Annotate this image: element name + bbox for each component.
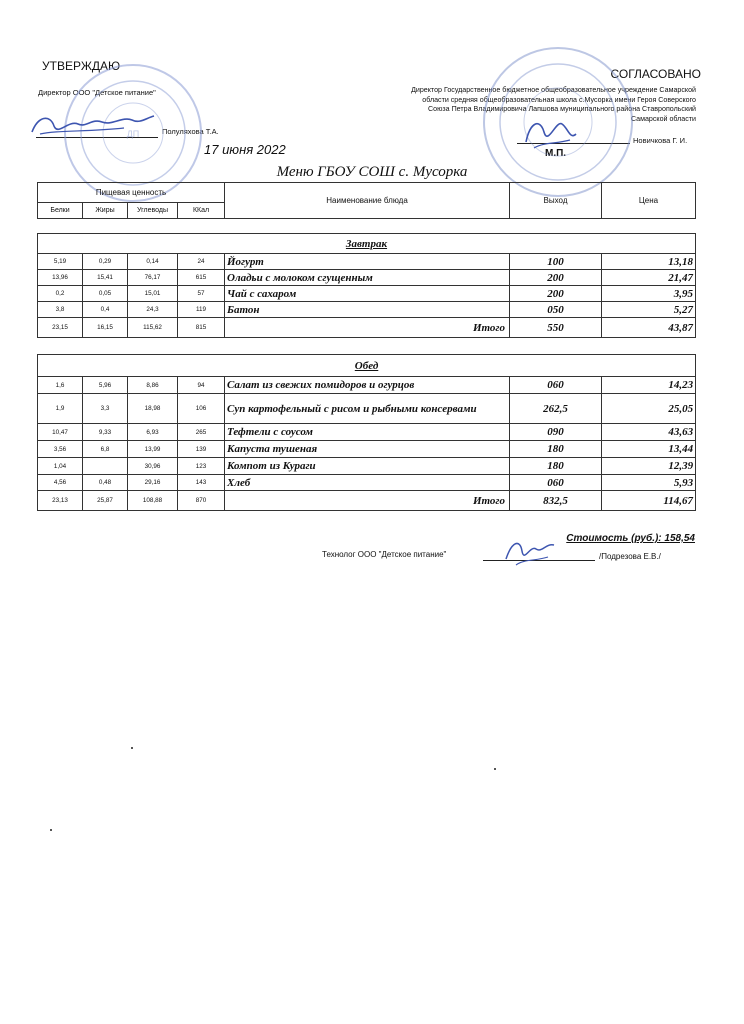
kcal-cell: 106 — [178, 394, 225, 424]
table-row — [38, 475, 696, 491]
carbs-cell: 0,14 — [128, 254, 178, 270]
total-carbs-cell: 115,62 — [128, 318, 178, 338]
fats-cell: 0,48 — [83, 475, 128, 491]
total-row — [38, 318, 696, 338]
kcal-cell: 139 — [178, 441, 225, 458]
nutrition-header: Пищевая ценность — [38, 183, 225, 203]
kcal-cell: 57 — [178, 286, 225, 302]
menu-header-table — [37, 182, 696, 219]
fats-cell: 6,8 — [83, 441, 128, 458]
fats-cell: 15,41 — [83, 270, 128, 286]
fats-header: Жиры — [83, 203, 128, 219]
proteins-cell: 13,96 — [38, 270, 83, 286]
yield-cell: 060 — [510, 377, 602, 394]
total-yield-cell: 832,5 — [510, 491, 602, 511]
total-fats-cell: 25,87 — [83, 491, 128, 511]
total-fats-cell: 16,15 — [83, 318, 128, 338]
fats-cell: 0,4 — [83, 302, 128, 318]
price-cell: 5,27 — [602, 302, 696, 318]
price-header: Цена — [602, 183, 696, 219]
fats-cell: 0,29 — [83, 254, 128, 270]
dish-cell: Йогурт — [225, 254, 510, 270]
lunch-section-title: Обед — [38, 355, 696, 377]
carbs-cell: 18,98 — [128, 394, 178, 424]
price-cell: 13,44 — [602, 441, 696, 458]
total-cost: Стоимость (руб.): 158,54 — [566, 533, 695, 544]
yield-cell: 180 — [510, 458, 602, 475]
fats-cell — [83, 458, 128, 475]
table-row — [38, 441, 696, 458]
total-proteins-cell: 23,15 — [38, 318, 83, 338]
carbs-cell: 8,86 — [128, 377, 178, 394]
carbs-cell: 13,99 — [128, 441, 178, 458]
breakfast-section-title: Завтрак — [38, 234, 696, 254]
table-row — [38, 254, 696, 270]
price-cell: 13,18 — [602, 254, 696, 270]
dish-cell: Батон — [225, 302, 510, 318]
scan-speck — [131, 747, 133, 749]
agreement-name: Новичкова Г. И. — [633, 136, 688, 145]
approval-role: Директор ООО "Детское питание" — [38, 88, 156, 97]
dish-cell: Компот из Кураги — [225, 458, 510, 475]
price-cell: 25,05 — [602, 394, 696, 424]
carbs-cell: 6,93 — [128, 424, 178, 441]
dish-cell: Суп картофельный с рисом и рыбными консервами — [225, 394, 510, 424]
table-row — [38, 302, 696, 318]
kcal-cell: 94 — [178, 377, 225, 394]
total-kcal-cell: 815 — [178, 318, 225, 338]
approval-name: Полуляхова Т.А. — [162, 127, 219, 136]
dish-cell: Тефтели с соусом — [225, 424, 510, 441]
yield-cell: 200 — [510, 286, 602, 302]
yield-cell: 180 — [510, 441, 602, 458]
dish-header: Наименование блюда — [225, 183, 510, 219]
table-row — [38, 270, 696, 286]
total-label: Итого — [225, 491, 510, 511]
total-carbs-cell: 108,88 — [128, 491, 178, 511]
yield-cell: 262,5 — [510, 394, 602, 424]
proteins-cell: 1,9 — [38, 394, 83, 424]
carbs-cell: 29,16 — [128, 475, 178, 491]
proteins-cell: 3,8 — [38, 302, 83, 318]
price-cell: 12,39 — [602, 458, 696, 475]
svg-text:ДП: ДП — [126, 129, 140, 139]
price-cell: 43,63 — [602, 424, 696, 441]
table-row — [38, 394, 696, 424]
kcal-header: ККал — [178, 203, 225, 219]
table-row — [38, 424, 696, 441]
dish-cell: Хлеб — [225, 475, 510, 491]
yield-header: Выход — [510, 183, 602, 219]
carbs-cell: 76,17 — [128, 270, 178, 286]
lunch-table — [37, 354, 696, 511]
yield-cell: 090 — [510, 424, 602, 441]
total-row — [38, 491, 696, 511]
proteins-cell: 5,19 — [38, 254, 83, 270]
agreement-title: СОГЛАСОВАНО — [610, 67, 701, 81]
price-cell: 14,23 — [602, 377, 696, 394]
kcal-cell: 143 — [178, 475, 225, 491]
technologist-signature-icon — [500, 535, 560, 569]
price-cell: 5,93 — [602, 475, 696, 491]
total-price-cell: 43,87 — [602, 318, 696, 338]
menu-title: Меню ГБОУ СОШ с. Мусорка — [276, 164, 468, 180]
table-row — [38, 377, 696, 394]
fats-cell: 3,3 — [83, 394, 128, 424]
proteins-cell: 1,04 — [38, 458, 83, 475]
scan-speck — [50, 829, 52, 831]
stamp-place-label: М.П. — [545, 148, 567, 159]
proteins-cell: 10,47 — [38, 424, 83, 441]
kcal-cell: 265 — [178, 424, 225, 441]
fats-cell: 9,33 — [83, 424, 128, 441]
total-kcal-cell: 870 — [178, 491, 225, 511]
agreement-text: Директор Государственное бюджетное общеобразовательное учреждение Самарской области средняя общеобразовательная школа с.Мусорка имени Героя Соверского Союза Петра Владимировича Лапшова муниципального района Ставропольский Самарской области — [411, 86, 696, 123]
table-row — [38, 286, 696, 302]
approval-date: 17 июня 2022 — [204, 142, 286, 157]
proteins-cell: 0,2 — [38, 286, 83, 302]
carbs-cell: 15,01 — [128, 286, 178, 302]
yield-cell: 100 — [510, 254, 602, 270]
technologist-name: /Подрезова Е.В./ — [599, 552, 661, 561]
proteins-header: Белки — [38, 203, 83, 219]
price-cell: 3,95 — [602, 286, 696, 302]
total-yield-cell: 550 — [510, 318, 602, 338]
approval-signature-icon — [28, 110, 158, 142]
proteins-cell: 4,56 — [38, 475, 83, 491]
proteins-cell: 3,56 — [38, 441, 83, 458]
dish-cell: Капуста тушеная — [225, 441, 510, 458]
scan-speck — [494, 768, 496, 770]
price-cell: 21,47 — [602, 270, 696, 286]
total-label: Итого — [225, 318, 510, 338]
breakfast-table — [37, 233, 696, 338]
proteins-cell: 1,6 — [38, 377, 83, 394]
total-price-cell: 114,67 — [602, 491, 696, 511]
table-row — [38, 458, 696, 475]
dish-cell: Чай с сахаром — [225, 286, 510, 302]
dish-cell: Салат из свежих помидоров и огурцов — [225, 377, 510, 394]
fats-cell: 5,96 — [83, 377, 128, 394]
carbs-header: Углеводы — [128, 203, 178, 219]
yield-cell: 060 — [510, 475, 602, 491]
dish-cell: Оладьи с молоком сгущенным — [225, 270, 510, 286]
approval-title: УТВЕРЖДАЮ — [42, 59, 121, 73]
carbs-cell: 24,3 — [128, 302, 178, 318]
yield-cell: 050 — [510, 302, 602, 318]
yield-cell: 200 — [510, 270, 602, 286]
fats-cell: 0,05 — [83, 286, 128, 302]
kcal-cell: 615 — [178, 270, 225, 286]
technologist-role: Технолог ООО "Детское питание" — [322, 550, 447, 559]
total-proteins-cell: 23,13 — [38, 491, 83, 511]
kcal-cell: 119 — [178, 302, 225, 318]
kcal-cell: 24 — [178, 254, 225, 270]
kcal-cell: 123 — [178, 458, 225, 475]
carbs-cell: 30,96 — [128, 458, 178, 475]
agreement-signature-icon — [520, 112, 580, 156]
